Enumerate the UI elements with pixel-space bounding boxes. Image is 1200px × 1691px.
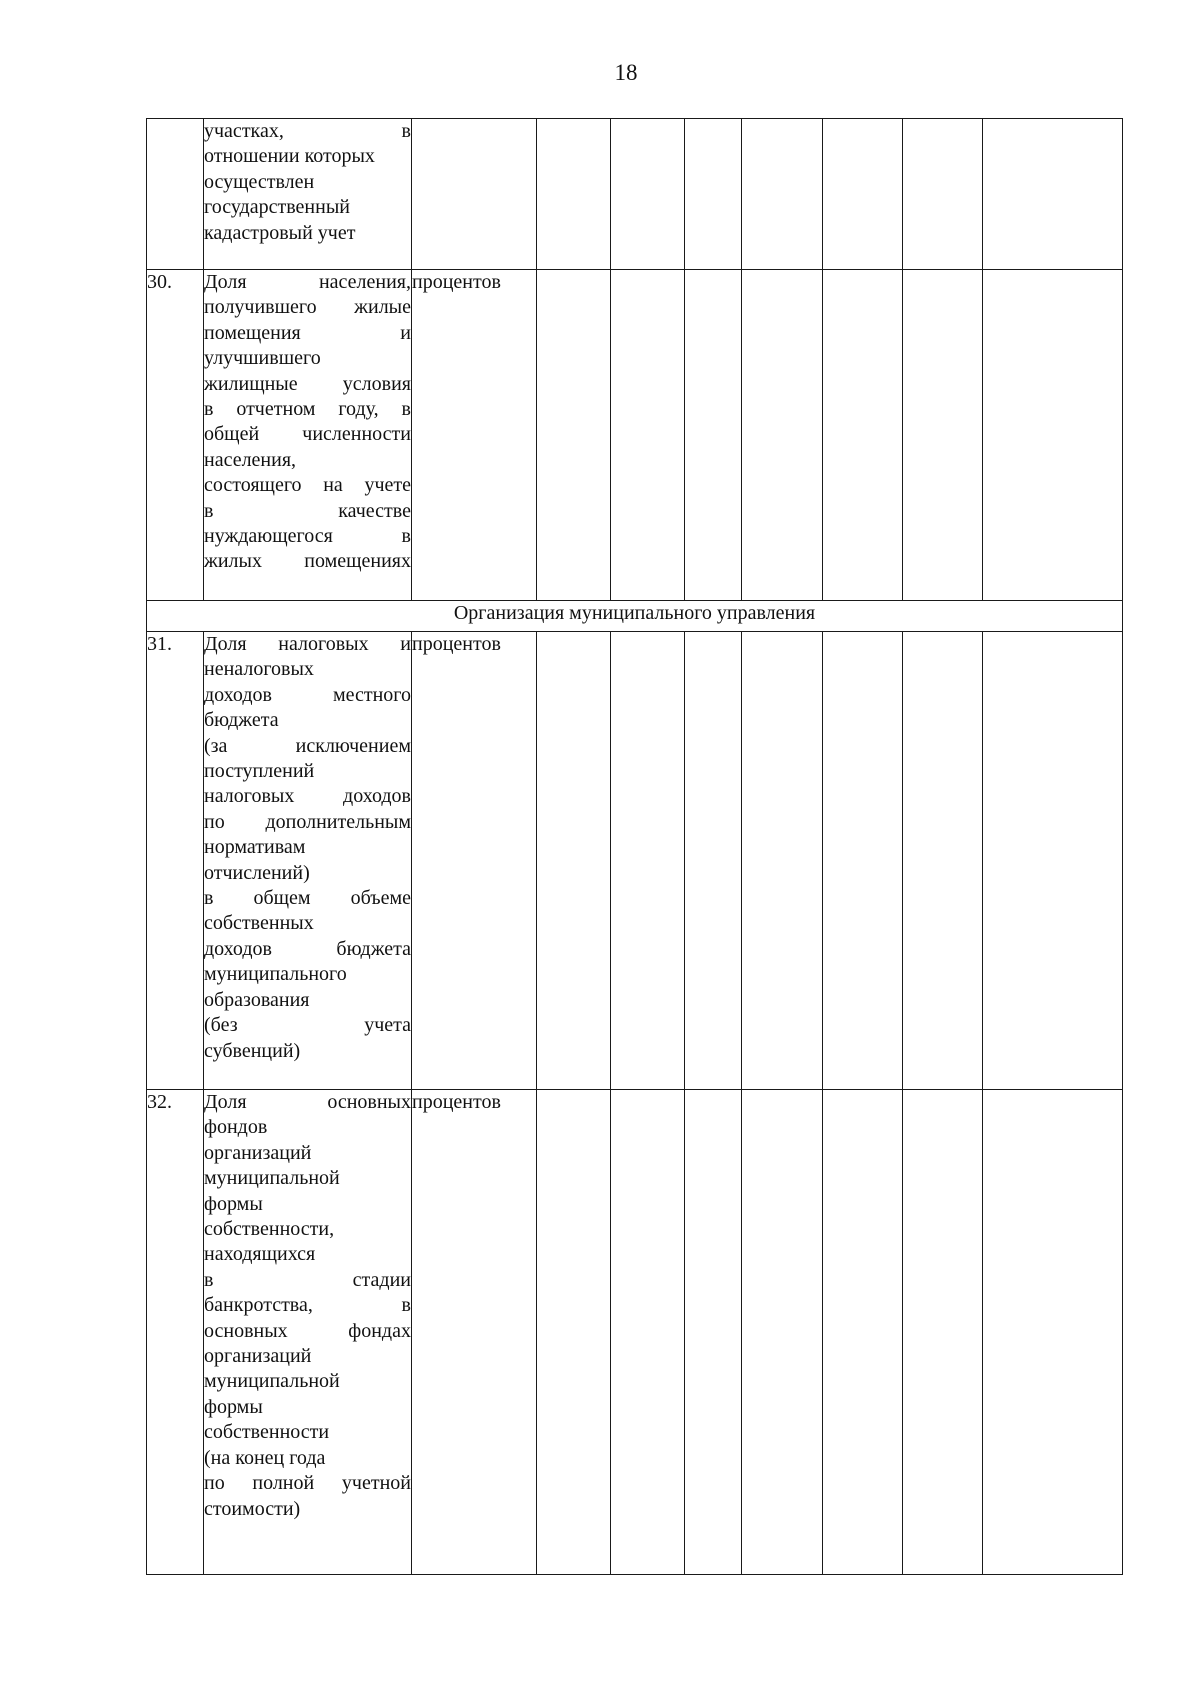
indicator-name-line: Доля населения, — [204, 271, 411, 293]
indicator-name-line: формы — [204, 1395, 263, 1418]
indicator-name-line: муниципальной — [204, 1167, 340, 1190]
indicator-name-line: налоговых доходов — [204, 785, 411, 808]
indicator-name-line: в качестве — [204, 499, 411, 522]
indicator-name-cell — [204, 119, 412, 270]
indicator-name-line: доходов местного — [204, 683, 411, 706]
indicator-name-line: жилищные условия — [204, 372, 411, 395]
indicator-name-line: в общем объеме — [204, 887, 411, 910]
table-row — [147, 270, 1123, 601]
indicator-name-cell — [204, 1090, 412, 1575]
indicator-name-line: организаций — [204, 1141, 312, 1164]
value-cell — [823, 632, 903, 1090]
indicator-name-line: (без учета — [204, 1014, 411, 1037]
indicator-name-line: осуществлен — [204, 170, 315, 193]
value-cell — [903, 1090, 983, 1575]
value-cell — [823, 1090, 903, 1575]
indicator-name-cell — [204, 270, 412, 601]
value-cell — [983, 119, 1123, 270]
indicator-name-line: основных фондах — [204, 1319, 411, 1342]
indicator-name-line: бюджета — [204, 709, 279, 732]
indicator-name-line: муниципальной — [204, 1370, 340, 1393]
indicator-name-line: помещения и — [204, 321, 411, 344]
value-cell — [685, 270, 742, 601]
row-number-cell: 31. — [147, 632, 204, 1090]
indicator-name-line: организаций — [204, 1345, 312, 1368]
indicator-name-line: собственности — [204, 1421, 330, 1444]
value-cell — [611, 632, 685, 1090]
value-cell — [903, 119, 983, 270]
value-cell — [742, 270, 823, 601]
table-row — [147, 632, 1123, 1090]
indicator-name-line: фондов — [204, 1116, 268, 1139]
indicator-name-line: состоящего на учете — [204, 474, 411, 497]
indicator-name-line: жилых помещениях — [204, 550, 411, 573]
indicator-name-line: отношении которых — [204, 145, 375, 168]
section-row — [147, 601, 1123, 632]
value-cell — [983, 1090, 1123, 1575]
value-cell — [685, 119, 742, 270]
value-cell — [611, 119, 685, 270]
value-cell — [537, 119, 611, 270]
indicator-name-line: кадастровый учет — [204, 221, 356, 244]
value-cell — [742, 632, 823, 1090]
indicators-table — [146, 118, 1123, 1575]
indicator-name-cell — [204, 632, 412, 1090]
table-row-continuation — [147, 119, 1123, 270]
indicator-name-line: неналоговых — [204, 658, 314, 681]
value-cell — [537, 1090, 611, 1575]
indicator-name-line: собственности, — [204, 1218, 335, 1241]
indicator-name-line: нормативам — [204, 836, 306, 859]
value-cell — [537, 632, 611, 1090]
value-cell — [823, 119, 903, 270]
value-cell — [903, 632, 983, 1090]
indicator-name-line: получившего жилые — [204, 296, 411, 319]
indicator-name-line: в отчетном году, в — [204, 398, 411, 421]
row-number-cell: 30. — [147, 270, 204, 601]
value-cell — [685, 632, 742, 1090]
value-cell — [537, 270, 611, 601]
indicator-name-line: по полной учетной — [204, 1472, 411, 1495]
page-number: 18 — [614, 60, 638, 85]
indicator-name-line: формы — [204, 1192, 263, 1215]
row-number-cell — [147, 119, 204, 270]
unit-cell — [412, 119, 537, 270]
indicator-name-line: по дополнительным — [204, 810, 411, 833]
row-number-cell: 32. — [147, 1090, 204, 1575]
value-cell — [903, 270, 983, 601]
indicator-name-line: нуждающегося в — [204, 525, 411, 548]
value-cell — [983, 270, 1123, 601]
indicator-name-line: (за исключением — [204, 734, 411, 757]
indicator-name-line: (на конец года — [204, 1446, 326, 1469]
indicator-name-line: образования — [204, 988, 310, 1011]
unit-cell: процентов — [412, 632, 537, 1090]
indicator-name-line: муниципального — [204, 963, 347, 986]
value-cell — [685, 1090, 742, 1575]
indicator-name-line: участках, в — [204, 120, 411, 142]
value-cell — [611, 270, 685, 601]
indicator-name-line: улучшившего — [204, 347, 321, 370]
indicator-name-line: находящихся — [204, 1243, 316, 1266]
indicator-name-line: стоимости) — [204, 1497, 301, 1520]
indicator-name-line: общей численности — [204, 423, 411, 446]
value-cell — [983, 632, 1123, 1090]
indicator-name-line: Доля основных — [204, 1091, 411, 1113]
unit-cell: процентов — [412, 270, 537, 601]
indicator-name-line: в стадии — [204, 1268, 411, 1291]
indicator-name-line: Доля налоговых и — [204, 633, 411, 655]
value-cell — [611, 1090, 685, 1575]
indicator-name-line: отчислений) — [204, 861, 310, 884]
value-cell — [742, 1090, 823, 1575]
value-cell — [823, 270, 903, 601]
unit-cell: процентов — [412, 1090, 537, 1575]
indicator-name-line: банкротства, в — [204, 1294, 411, 1317]
indicator-name-line: населения, — [204, 448, 297, 471]
indicator-name-line: собственных — [204, 912, 314, 935]
indicator-name-line: субвенций) — [204, 1039, 301, 1062]
indicator-name-line: государственный — [204, 196, 350, 219]
table-row — [147, 1090, 1123, 1575]
indicator-name-line: поступлений — [204, 760, 315, 783]
value-cell — [742, 119, 823, 270]
indicator-name-line: доходов бюджета — [204, 937, 411, 960]
section-heading: Организация муниципального управления — [147, 601, 1123, 632]
